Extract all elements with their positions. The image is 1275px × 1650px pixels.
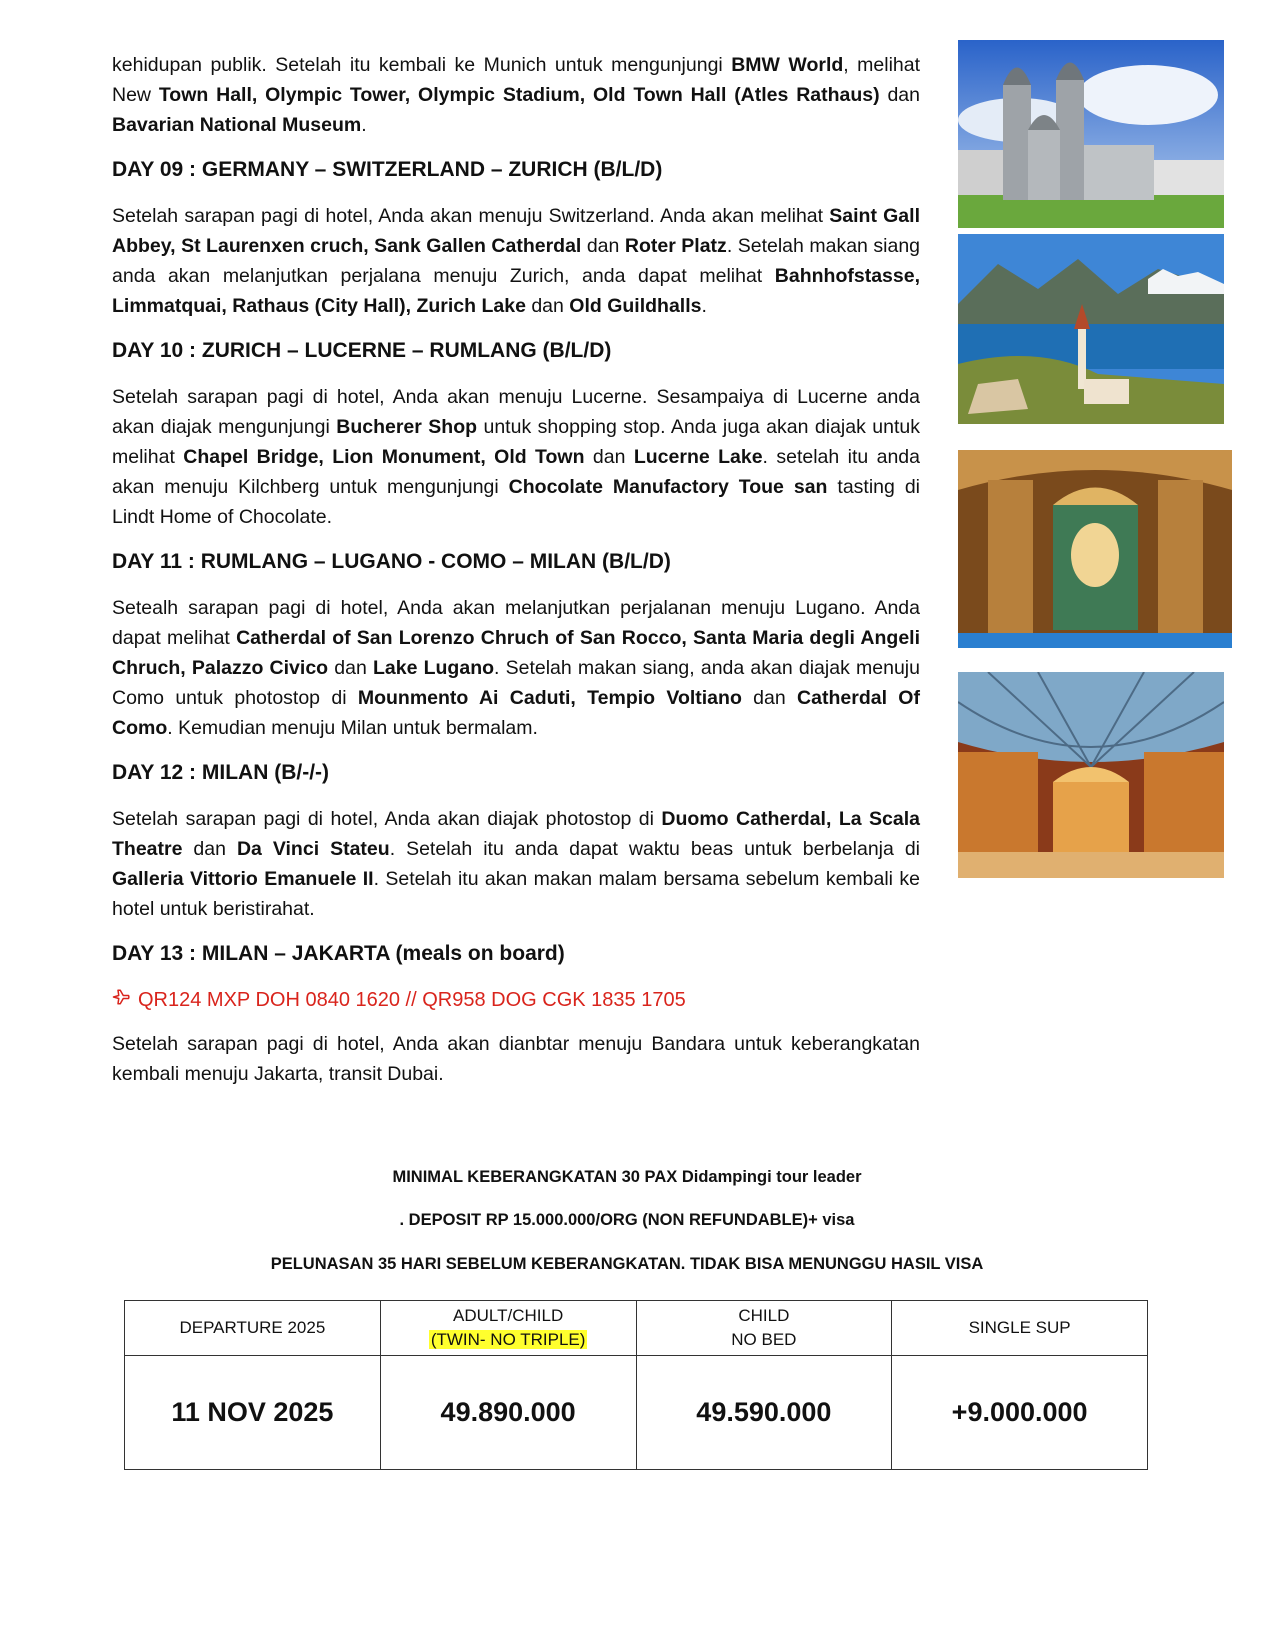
- text-run: dan: [328, 657, 373, 679]
- text-run: kehidupan publik. Setelah itu kembali ke Munich untuk mengunjungi: [112, 54, 732, 76]
- departure-date-cell: 11 NOV 2025: [125, 1356, 381, 1470]
- bold-place-name: Bucherer Shop: [336, 416, 478, 438]
- twin-no-triple-note: (TWIN- NO TRIPLE): [430, 1330, 586, 1349]
- bold-place-name: Lucerne Lake: [633, 446, 763, 468]
- text-run: Setelah sarapan pagi di hotel, Anda akan menuju Lucerne. Sesampaiya di Lucerne anda akan diajak mengunjungi: [112, 386, 920, 438]
- day-13-heading: DAY 13 : MILAN – JAKARTA (meals on board): [112, 942, 565, 965]
- text-run: dan: [581, 235, 625, 257]
- day-12-paragraph: [112, 804, 920, 924]
- intro-paragraph: [112, 50, 920, 140]
- text-run: . setelah itu anda akan menuju Kilchberg untuk mengunjungi: [112, 446, 920, 498]
- bold-place-name: Da Vinci Stateu: [236, 838, 390, 860]
- child-price-cell: 49.590.000: [636, 1356, 892, 1470]
- bold-place-name: Galleria Vittorio Emanuele II: [112, 868, 374, 890]
- bold-place-name: Roter Platz: [624, 235, 727, 257]
- airplane-icon: [112, 985, 130, 1015]
- galleria-photo: [958, 672, 1224, 878]
- day-09-heading: DAY 09 : GERMANY – SWITZERLAND – ZURICH (B/L/D): [112, 158, 663, 181]
- bold-place-name: Duomo Catherdal, La Scala Theatre: [112, 808, 921, 860]
- bold-place-name: Lake Lugano: [372, 657, 495, 679]
- text-run: Setelah sarapan pagi di hotel, Anda akan menuju Switzerland. Anda akan melihat: [112, 205, 830, 227]
- text-run: Setelah sarapan pagi di hotel, Anda akan diajak photostop di: [112, 808, 662, 830]
- single-sup-header: SINGLE SUP: [892, 1301, 1148, 1356]
- bold-place-name: BMW World: [731, 54, 844, 76]
- minimum-pax-note: MINIMAL KEBERANGKATAN 30 PAX Didampingi tour leader: [392, 1168, 862, 1186]
- no-bed-label: NO BED: [731, 1330, 797, 1349]
- bold-place-name: Bavarian National Museum: [112, 114, 362, 136]
- text-run: dan: [879, 84, 920, 106]
- adult-child-label: ADULT/CHILD: [453, 1306, 564, 1325]
- flight-text: QR124 MXP DOH 0840 1620 // QR958 DOG CGK 1835 1705: [138, 989, 686, 1011]
- text-run: dan: [525, 295, 570, 317]
- text-run: tasting di Lindt Home of Chocolate.: [112, 476, 921, 528]
- table-row: [125, 1356, 1148, 1470]
- day-09-paragraph: [112, 201, 920, 321]
- text-run: . Setelah itu anda dapat waktu beas untuk berbelanja di: [389, 838, 921, 860]
- text-run: .: [701, 295, 707, 317]
- table-header-row: [125, 1301, 1148, 1356]
- bold-place-name: Saint Gall Abbey, St Laurenxen cruch, Sank Gallen Catherdal: [112, 205, 920, 257]
- bold-place-name: Bahnhofstasse, Limmatquai, Rathaus (City Hall), Zurich Lake: [112, 265, 920, 317]
- text-run: dan: [182, 838, 237, 860]
- text-run: dan: [741, 687, 798, 709]
- text-run: . Setelah makan siang anda akan melanjutkan perjalana menuju Zurich, anda dapat melihat: [112, 235, 921, 287]
- price-table: [124, 1300, 1148, 1470]
- church-interior-photo: [958, 450, 1232, 648]
- text-run: .: [361, 114, 367, 136]
- bold-place-name: Catherdal Of Como: [112, 687, 920, 739]
- bold-place-name: Town Hall, Olympic Tower, Olympic Stadium, Old Town Hall (Atles Rathaus): [158, 84, 880, 106]
- payment-note: PELUNASAN 35 HARI SEBELUM KEBERANGKATAN. TIDAK BISA MENUNGGU HASIL VISA: [270, 1255, 984, 1273]
- adult-price-cell: 49.890.000: [380, 1356, 636, 1470]
- text-run: . Kemudian menuju Milan untuk bermalam.: [167, 717, 538, 739]
- flight-info: [112, 985, 920, 1015]
- booking-notes: [112, 1168, 1142, 1278]
- day-11-paragraph: [112, 593, 920, 743]
- day-13-paragraph: [112, 1029, 920, 1089]
- text-run: , melihat New: [112, 54, 921, 106]
- text-run: . Setelah itu akan makan malam bersama sebelum kembali ke hotel untuk beristirahat.: [112, 868, 920, 920]
- lake-lucerne-photo: [958, 234, 1224, 424]
- text-run: dan: [584, 446, 634, 468]
- cathedral-photo: [958, 40, 1224, 228]
- day-10-heading: DAY 10 : ZURICH – LUCERNE – RUMLANG (B/L/D): [112, 339, 612, 362]
- single-sup-price-cell: +9.000.000: [892, 1356, 1148, 1470]
- bold-place-name: Catherdal of San Lorenzo Chruch of San Rocco, Santa Maria degli Angeli Chruch, Palazzo Civico: [112, 627, 920, 679]
- departure-header: DEPARTURE 2025: [125, 1301, 381, 1356]
- text-run: Setealh sarapan pagi di hotel, Anda akan melanjutkan perjalanan menuju Lugano. Anda dapat melihat: [112, 597, 920, 649]
- adult-child-header: [380, 1301, 636, 1356]
- itinerary-column: [112, 50, 920, 1104]
- deposit-note: . DEPOSIT RP 15.000.000/ORG (NON REFUNDABLE)+ visa: [399, 1211, 855, 1229]
- child-label: CHILD: [738, 1306, 790, 1325]
- text-run: Setelah sarapan pagi di hotel, Anda akan dianbtar menuju Bandara untuk keberangkatan kembali menuju Jakarta, transit Dubai.: [112, 1033, 920, 1085]
- day-10-paragraph: [112, 382, 920, 532]
- text-run: . Setelah makan siang, anda akan diajak menuju Como untuk photostop di: [112, 657, 920, 709]
- day-12-heading: DAY 12 : MILAN (B/-/-): [112, 761, 330, 784]
- child-no-bed-header: [636, 1301, 892, 1356]
- text-run: untuk shopping stop. Anda juga akan diajak untuk melihat: [112, 416, 920, 468]
- bold-place-name: Chapel Bridge, Lion Monument, Old Town: [183, 446, 585, 468]
- bold-place-name: Chocolate Manufactory Toue san: [508, 476, 828, 498]
- bold-place-name: Old Guildhalls: [569, 295, 702, 317]
- day-11-heading: DAY 11 : RUMLANG – LUGANO - COMO – MILAN (B/L/D): [112, 550, 671, 573]
- bold-place-name: Mounmento Ai Caduti, Tempio Voltiano: [357, 687, 742, 709]
